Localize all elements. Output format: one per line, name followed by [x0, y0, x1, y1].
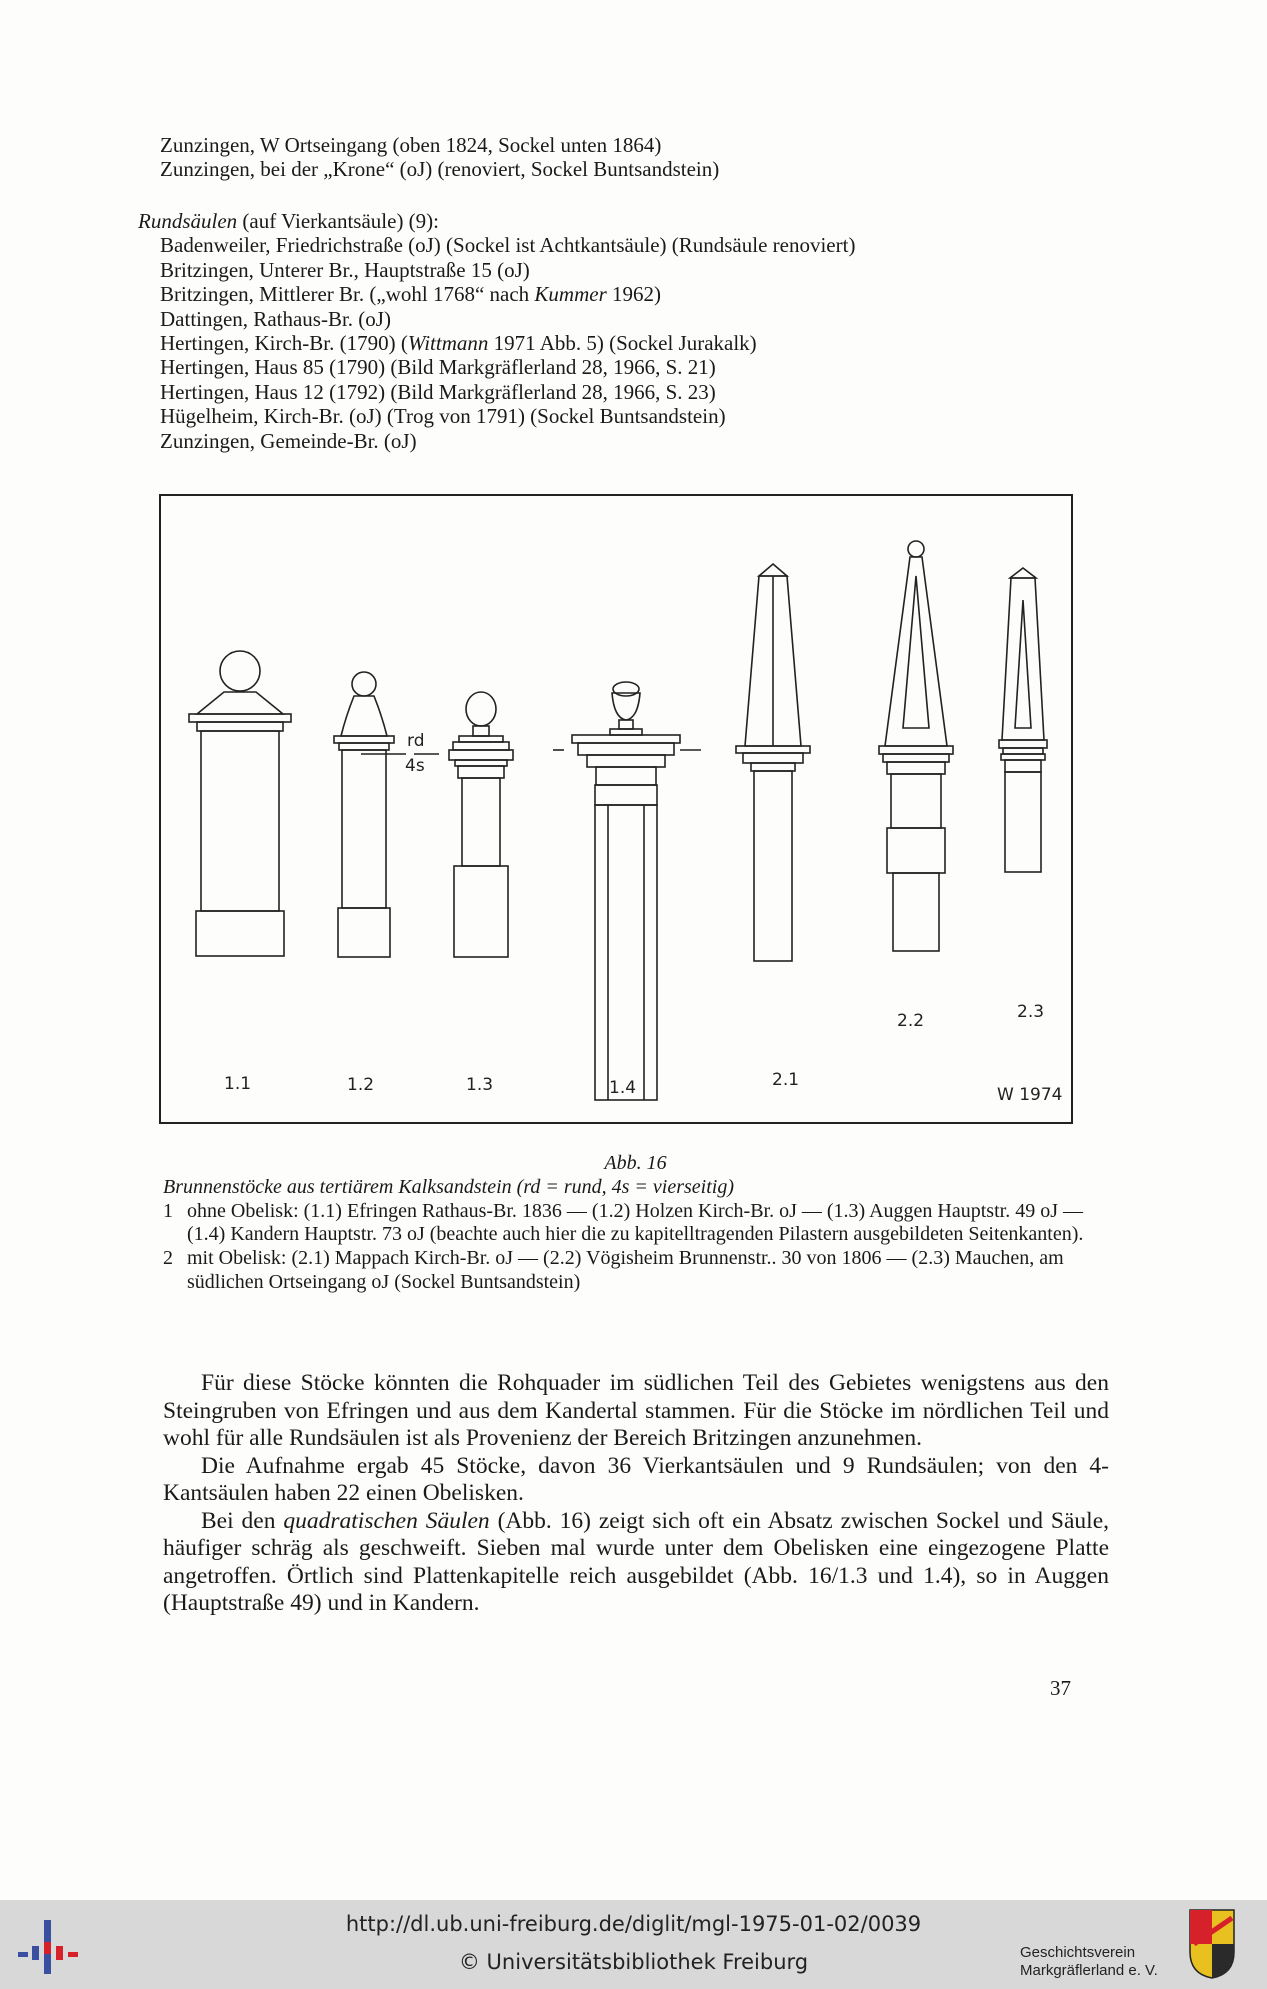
4s-label: 4s — [405, 756, 425, 776]
caption-subtitle: Brunnenstöcke aus tertiärem Kalksandstein (rd = rund, 4s = vierseitig) — [163, 1175, 734, 1198]
list-item: Hertingen, Kirch-Br. (1790) (Wittmann 1971 Abb. 5) (Sockel Jurakalk) — [160, 331, 757, 356]
caption-entry-number: 2 — [163, 1247, 173, 1270]
list-item: Britzingen, Mittlerer Br. („wohl 1768“ nach Kummer 1962) — [160, 282, 661, 307]
caption-entry-number: 1 — [163, 1199, 173, 1222]
figure-label-1-3: 1.3 — [466, 1075, 494, 1095]
column-1-2 — [334, 672, 394, 957]
caption-entry-text: ohne Obelisk: (1.1) Efringen Rathaus-Br. 1836 — (1.2) Holzen Kirch-Br. oJ — (1.3) Auggen Hauptstr. 49 oJ — (1.4) Kandern Hauptstr. 73 oJ (beachte auch hier die zu kapitelltragenden Pilastern ausgebildeten Seitenkanten). — [187, 1199, 1084, 1246]
document-url-link[interactable]: http://dl.ub.uni-freiburg.de/diglit/mgl-1975-01-02/0039 — [345, 1912, 922, 1936]
column-2-1 — [736, 564, 810, 961]
caption-entry — [163, 1200, 1108, 1248]
figure-label-1-1: 1.1 — [224, 1074, 252, 1094]
caption-entry-text: mit Obelisk: (2.1) Mappach Kirch-Br. oJ — (2.2) Vögisheim Brunnenstr.. 30 von 1806 — (2.3) Mauchen, am südlichen Ortseingang oJ (Sockel Buntsandstein) — [187, 1247, 1064, 1293]
figure-label-2-2: 2.2 — [897, 1011, 925, 1031]
column-1-3 — [361, 692, 513, 957]
footer-bar — [0, 1900, 1267, 1989]
list-heading: Rundsäulen (auf Vierkantsäule) (9): — [138, 209, 440, 233]
list-item: Zunzingen, W Ortseingang (oben 1824, Sockel unten 1864) — [160, 133, 662, 157]
artist-signature: W 1974 — [997, 1085, 1063, 1105]
caption-title: Abb. 16 — [604, 1152, 667, 1174]
fountain-columns-drawing — [161, 496, 1071, 1122]
list-item: Hertingen, Haus 12 (1792) (Bild Markgräflerland 28, 1966, S. 23) — [160, 379, 716, 404]
top-list — [160, 133, 719, 182]
list-item: Badenweiler, Friedrichstraße (oJ) (Sockel ist Achtkantsäule) (Rundsäule renoviert) — [160, 233, 856, 258]
column-1-1 — [189, 651, 291, 956]
list-item: Dattingen, Rathaus-Br. (oJ) — [160, 306, 391, 331]
figure-label-2-3: 2.3 — [1017, 1002, 1045, 1022]
figure-abb-16 — [159, 494, 1073, 1124]
rd-label: rd — [407, 731, 425, 751]
list-item: Zunzingen, Gemeinde-Br. (oJ) — [160, 428, 417, 453]
column-2-3 — [999, 568, 1047, 872]
page-number: 37 — [1050, 1676, 1071, 1700]
figure-label-1-4: 1.4 — [609, 1078, 637, 1098]
list-item: Zunzingen, bei der „Krone“ (oJ) (renoviert, Sockel Buntsandstein) — [160, 157, 720, 182]
figure-label-1-2: 1.2 — [347, 1075, 375, 1095]
rundsaeulen-list — [138, 209, 856, 453]
paragraph: Bei den quadratischen Säulen (Abb. 16) zeigt sich oft ein Absatz zwischen Sockel und Säule, häufiger schräg als geschweift. Sieben mal wurde unter dem Obelisken eine eingezogene Platte angetroffen. Örtlich sind Plattenkapitelle reich ausgebildet (Abb. 16/1.3 und 1.4), so in Auggen (Hauptstraße 49) und in Kandern. — [163, 1507, 1109, 1616]
list-item: Hügelheim, Kirch-Br. (oJ) (Trog von 1791) (Sockel Buntsandstein) — [160, 404, 726, 429]
society-name: Geschichtsverein Markgräflerland e. V. — [1020, 1944, 1158, 1979]
figure-label-2-1: 2.1 — [772, 1070, 800, 1090]
paragraph: Für diese Stöcke könnten die Rohquader im südlichen Teil des Gebietes wenigstens aus den Steingruben von Efringen und aus dem Kandertal stammen. Für die Stöcke im nördlichen Teil und wohl für alle Rundsäulen ist als Provenienz der Bereich Britzingen anzunehmen. — [163, 1370, 1109, 1451]
caption-entry — [163, 1247, 1108, 1295]
list-item: Hertingen, Haus 85 (1790) (Bild Markgräflerland 28, 1966, S. 21) — [160, 355, 716, 380]
list-item: Britzingen, Unterer Br., Hauptstraße 15 (oJ) — [160, 257, 530, 282]
coat-of-arms-icon — [1188, 1908, 1236, 1980]
paragraph: Die Aufnahme ergab 45 Stöcke, davon 36 Vierkantsäulen und 9 Rundsäulen; von den 4-Kantsäulen haben 22 einen Obelisken. — [163, 1452, 1109, 1506]
column-2-2 — [879, 541, 953, 951]
column-1-4 — [553, 682, 701, 1100]
figure-caption — [163, 1152, 1108, 1295]
copyright-text: © Universitätsbibliothek Freiburg — [458, 1950, 809, 1974]
body-text — [163, 1370, 1109, 1618]
